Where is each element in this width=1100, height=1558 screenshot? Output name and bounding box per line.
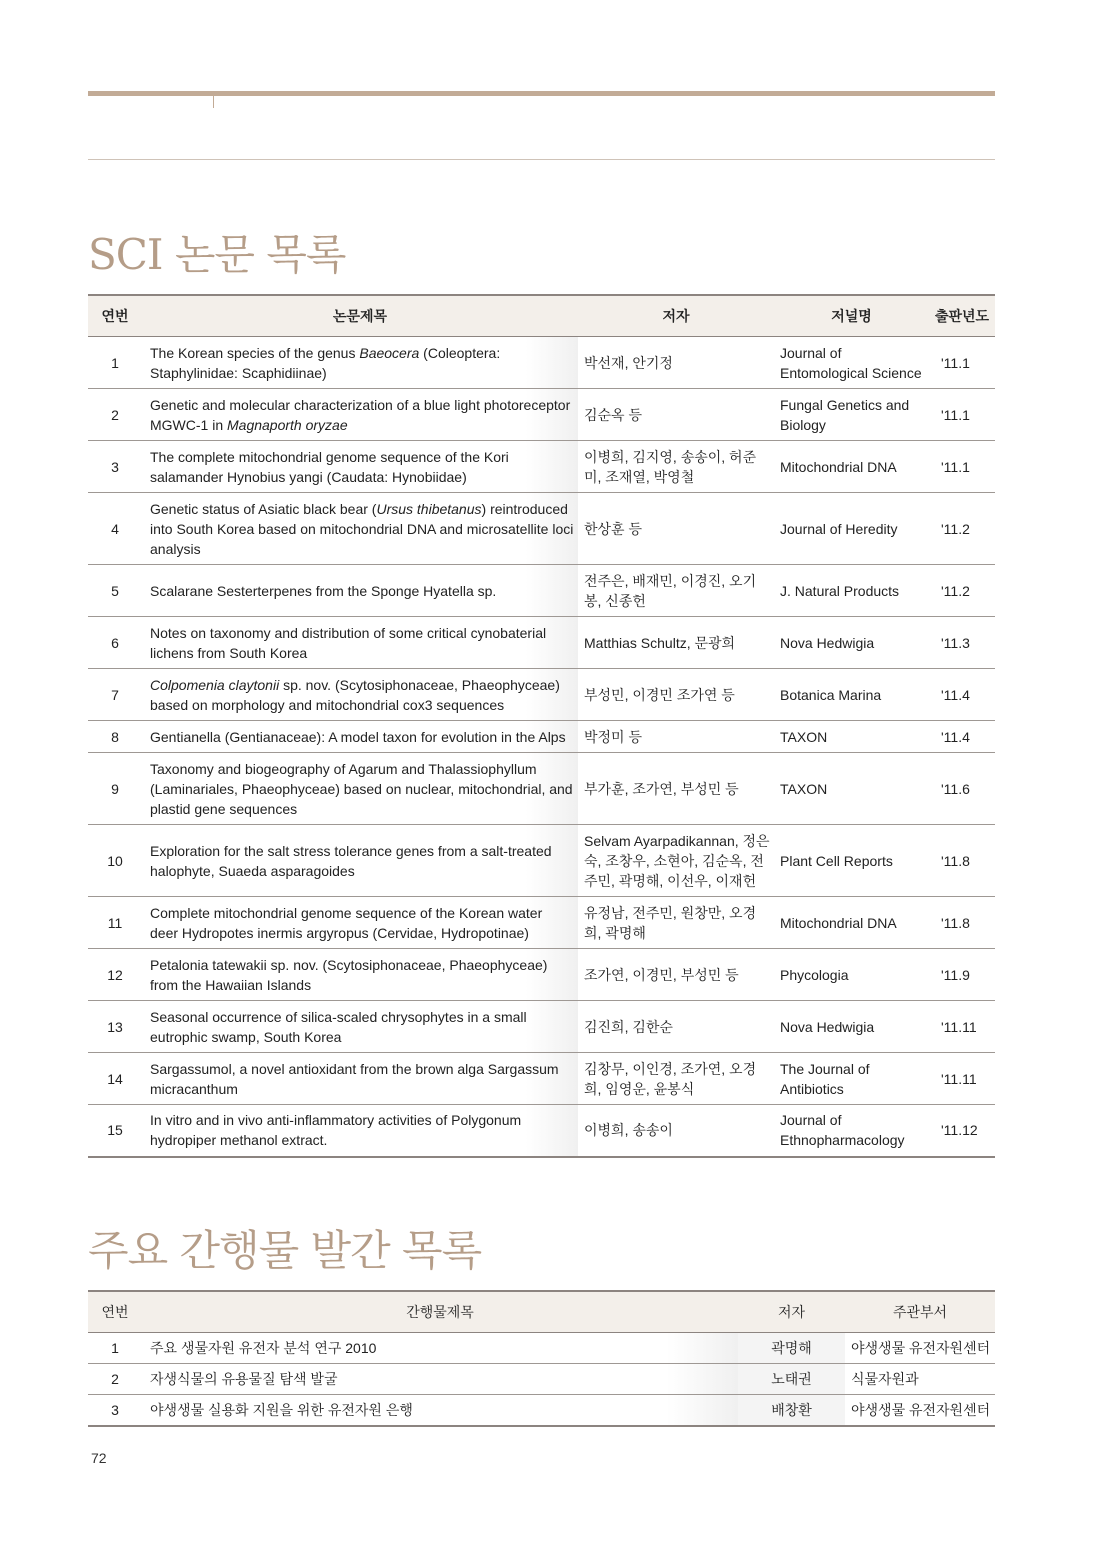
- paper-authors: Selvam Ayarpadikannan, 정은숙, 조창우, 소현아, 김순옥, 전주민, 곽명해, 이선우, 이재헌: [578, 825, 774, 897]
- journal-name: The Journal of Antibiotics: [774, 1053, 929, 1105]
- paper-authors: 전주은, 배재민, 이경진, 오기봉, 신종헌: [578, 565, 774, 617]
- paper-authors: 김진희, 김한순: [578, 1001, 774, 1053]
- publish-year: '11.4: [929, 669, 995, 721]
- paper-authors: 김창무, 이인경, 조가연, 오경희, 임영운, 윤봉식: [578, 1053, 774, 1105]
- table-row: [88, 949, 995, 1001]
- paper-authors: 박정미 등: [578, 721, 774, 753]
- publish-year: '11.1: [929, 337, 995, 389]
- paper-title: [142, 1105, 578, 1157]
- header-title: 논문제목: [142, 295, 578, 337]
- journal-name: J. Natural Products: [774, 565, 929, 617]
- title-text: Notes on taxonomy and distribution of some critical cynobaterial lichens from South Korea: [150, 624, 547, 661]
- table-row: [88, 1105, 995, 1157]
- header-author: 저자: [578, 295, 774, 337]
- publish-year: '11.2: [929, 493, 995, 565]
- journal-name: Journal of Ethnopharmacology: [774, 1105, 929, 1157]
- publish-year: '11.11: [929, 1001, 995, 1053]
- journal-name: TAXON: [774, 721, 929, 753]
- paper-title: [142, 669, 578, 721]
- row-number: 7: [88, 669, 142, 721]
- paper-authors: 이병희, 김지영, 송송이, 허준미, 조재열, 박영철: [578, 441, 774, 493]
- publication-dept: 식물자원과: [845, 1364, 995, 1395]
- publication-author: 노태권: [738, 1364, 845, 1395]
- paper-title: [142, 753, 578, 825]
- table-row: [88, 337, 995, 389]
- title-text: The complete mitochondrial genome sequence of the Kori salamander Hynobius yangi (Caudata: Hynobiidae): [150, 448, 509, 485]
- journal-name: Phycologia: [774, 949, 929, 1001]
- paper-title: [142, 389, 578, 441]
- top-decor-tick: [213, 96, 214, 108]
- paper-title: [142, 617, 578, 669]
- paper-title: [142, 1053, 578, 1105]
- publish-year: '11.9: [929, 949, 995, 1001]
- row-number: 14: [88, 1053, 142, 1105]
- header-title: 간행물제목: [142, 1291, 738, 1333]
- sci-table-header: [88, 295, 995, 337]
- publication-table: [88, 1290, 995, 1427]
- publish-year: '11.1: [929, 441, 995, 493]
- title-text: (Coleoptera: Staphylinidae: Scaphidiinae): [150, 344, 501, 381]
- paper-authors: 김순옥 등: [578, 389, 774, 441]
- table-row: [88, 753, 995, 825]
- sci-paper-table: [88, 294, 995, 1158]
- row-number: 9: [88, 753, 142, 825]
- title-text: Exploration for the salt stress tolerance genes from a salt-treated halophyte, Suaeda asparagoides: [150, 842, 552, 879]
- page-number: 72: [91, 1450, 107, 1466]
- row-number: 8: [88, 721, 142, 753]
- paper-authors: 박선재, 안기정: [578, 337, 774, 389]
- paper-authors: 부가훈, 조가연, 부성민 등: [578, 753, 774, 825]
- paper-authors: 조가연, 이경민, 부성민 등: [578, 949, 774, 1001]
- row-number: 1: [88, 1333, 142, 1364]
- top-rule: [88, 159, 995, 160]
- paper-authors: 이병희, 송송이: [578, 1105, 774, 1157]
- table-row: [88, 441, 995, 493]
- title-italic: Ursus thibetanus: [376, 500, 482, 517]
- journal-name: Journal of Heredity: [774, 493, 929, 565]
- paper-title: [142, 825, 578, 897]
- journal-name: Plant Cell Reports: [774, 825, 929, 897]
- row-number: 5: [88, 565, 142, 617]
- table-row: [88, 1001, 995, 1053]
- header-no: 연번: [88, 295, 142, 337]
- header-dept: 주관부서: [845, 1291, 995, 1333]
- pub-section-title: 주요 간행물 발간 목록: [88, 1226, 482, 1275]
- publish-year: '11.3: [929, 617, 995, 669]
- title-text: Sargassumol, a novel antioxidant from the brown alga Sargassum micracanthum: [150, 1060, 559, 1097]
- row-number: 15: [88, 1105, 142, 1157]
- row-number: 3: [88, 441, 142, 493]
- table-row: [88, 1395, 995, 1427]
- paper-title: [142, 1001, 578, 1053]
- table-row: [88, 1333, 995, 1364]
- publication-title: 야생생물 실용화 지원을 위한 유전자원 은행: [142, 1395, 738, 1427]
- title-text: In vitro and in vivo anti-inflammatory activities of Polygonum hydropiper methanol extract.: [150, 1112, 522, 1149]
- publish-year: '11.8: [929, 897, 995, 949]
- title-text: Taxonomy and biogeography of Agarum and Thalassiophyllum (Laminariales, Phaeophyceae) based on nuclear, mitochondrial, and plastid gene sequences: [150, 760, 573, 817]
- publication-author: 곽명해: [738, 1333, 845, 1364]
- table-row: [88, 389, 995, 441]
- table-row: [88, 897, 995, 949]
- row-number: 2: [88, 389, 142, 441]
- title-text: Genetic and molecular characterization of a blue light photoreceptor MGWC-1 in: [150, 396, 571, 433]
- title-text: Petalonia tatewakii sp. nov. (Scytosiphonaceae, Phaeophyceae) from the Hawaiian Islands: [150, 956, 548, 993]
- title-italic: Colpomenia claytonii: [150, 676, 280, 693]
- journal-name: Journal of Entomological Science: [774, 337, 929, 389]
- top-decor-bar: [88, 91, 995, 96]
- row-number: 2: [88, 1364, 142, 1395]
- title-text: Complete mitochondrial genome sequence of the Korean water deer Hydropotes inermis argyropus (Cervidae, Hydropotinae): [150, 904, 543, 941]
- row-number: 12: [88, 949, 142, 1001]
- title-text: The Korean species of the genus: [150, 344, 360, 361]
- table-row: [88, 721, 995, 753]
- publish-year: '11.8: [929, 825, 995, 897]
- table-row: [88, 617, 995, 669]
- paper-title: [142, 441, 578, 493]
- title-text: ) reintroduced into South Korea based on mitochondrial DNA and microsatellite loci analysis: [150, 500, 574, 557]
- publication-dept: 야생생물 유전자원센터: [845, 1395, 995, 1427]
- journal-name: Botanica Marina: [774, 669, 929, 721]
- paper-authors: 유정남, 전주민, 원창만, 오경희, 곽명해: [578, 897, 774, 949]
- paper-title: [142, 493, 578, 565]
- paper-title: [142, 337, 578, 389]
- publication-title: 주요 생물자원 유전자 분석 연구 2010: [142, 1333, 738, 1364]
- header-no: 연번: [88, 1291, 142, 1333]
- publish-year: '11.11: [929, 1053, 995, 1105]
- row-number: 6: [88, 617, 142, 669]
- journal-name: Fungal Genetics and Biology: [774, 389, 929, 441]
- publication-author: 배창환: [738, 1395, 845, 1427]
- title-text: Seasonal occurrence of silica-scaled chrysophytes in a small eutrophic swamp, South Korea: [150, 1008, 527, 1045]
- publication-title: 자생식물의 유용물질 탐색 발굴: [142, 1364, 738, 1395]
- table-row: [88, 1364, 995, 1395]
- journal-name: Nova Hedwigia: [774, 617, 929, 669]
- row-number: 4: [88, 493, 142, 565]
- row-number: 11: [88, 897, 142, 949]
- paper-title: [142, 949, 578, 1001]
- publish-year: '11.2: [929, 565, 995, 617]
- paper-authors: 부성민, 이경민 조가연 등: [578, 669, 774, 721]
- paper-authors: Matthias Schultz, 문광희: [578, 617, 774, 669]
- row-number: 10: [88, 825, 142, 897]
- paper-title: [142, 565, 578, 617]
- journal-name: Mitochondrial DNA: [774, 441, 929, 493]
- table-row: [88, 1053, 995, 1105]
- publish-year: '11.1: [929, 389, 995, 441]
- table-row: [88, 565, 995, 617]
- journal-name: Nova Hedwigia: [774, 1001, 929, 1053]
- table-row: [88, 669, 995, 721]
- publish-year: '11.12: [929, 1105, 995, 1157]
- paper-title: [142, 897, 578, 949]
- journal-name: Mitochondrial DNA: [774, 897, 929, 949]
- pub-table-header: [88, 1291, 995, 1333]
- title-italic: Baeocera: [359, 344, 420, 361]
- title-text: Scalarane Sesterterpenes from the Sponge Hyatella sp.: [150, 582, 497, 599]
- title-italic: Magnaporth oryzae: [227, 416, 348, 433]
- row-number: 13: [88, 1001, 142, 1053]
- header-journal: 저널명: [774, 295, 929, 337]
- table-row: [88, 493, 995, 565]
- header-year: 출판년도: [929, 295, 995, 337]
- sci-section-title: SCI 논문 목록: [88, 230, 346, 279]
- title-text: sp. nov. (Scytosiphonaceae, Phaeophyceae) based on morphology and mitochondrial cox3 sequences: [150, 676, 560, 713]
- journal-name: TAXON: [774, 753, 929, 825]
- publish-year: '11.4: [929, 721, 995, 753]
- publication-dept: 야생생물 유전자원센터: [845, 1333, 995, 1364]
- title-text: Genetic status of Asiatic black bear (: [150, 500, 377, 517]
- table-row: [88, 825, 995, 897]
- paper-title: [142, 721, 578, 753]
- row-number: 1: [88, 337, 142, 389]
- header-author: 저자: [738, 1291, 845, 1333]
- paper-authors: 한상훈 등: [578, 493, 774, 565]
- title-text: Gentianella (Gentianaceae): A model taxon for evolution in the Alps: [150, 728, 566, 745]
- row-number: 3: [88, 1395, 142, 1427]
- publish-year: '11.6: [929, 753, 995, 825]
